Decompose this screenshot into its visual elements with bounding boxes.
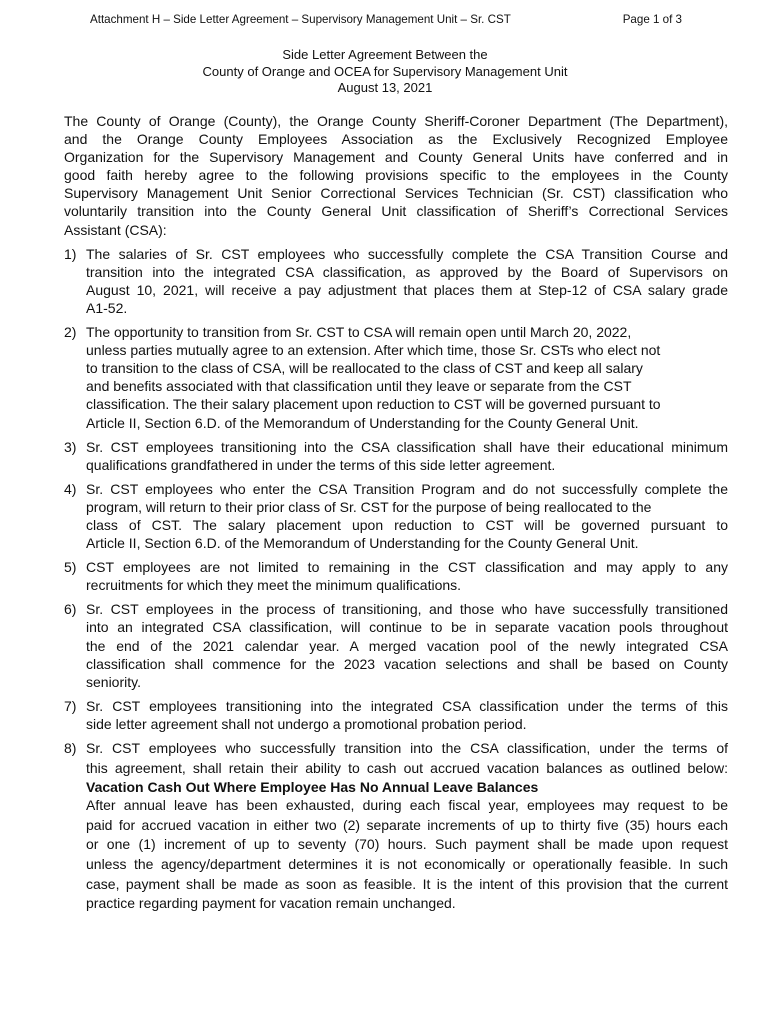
item-number: 4): [64, 480, 77, 497]
vacation-cashout-subheading: Vacation Cash Out Where Employee Has No Annual Leave Balances: [86, 779, 539, 796]
item-line: class of CST. The salary placement upon reduction to CST will be governed pursuant to: [86, 516, 728, 533]
document-body: [64, 112, 728, 920]
provision-item-3: [64, 438, 728, 474]
item-line: Sr. CST employees transitioning into the CSA classification shall have their educational minimum: [86, 438, 728, 455]
item-number: 3): [64, 438, 77, 455]
item-line: program, will return to their prior class of Sr. CST for the purpose of being reallocated to the: [86, 498, 652, 515]
intro-line: Supervisory Management Unit Senior Correctional Services Technician (Sr. CST) classification who: [64, 185, 728, 202]
item-line: Sr. CST employees who successfully transition into the CSA classification, under the terms of: [86, 740, 728, 756]
title-line-2: County of Orange and OCEA for Supervisory Management Unit: [202, 63, 568, 79]
provision-item-5: [64, 558, 728, 594]
item-line: After annual leave has been exhausted, during each fiscal year, employees may request to be: [86, 797, 728, 814]
item-line: practice regarding payment for vacation remain unchanged.: [86, 895, 456, 912]
page-number: Page 1 of 3: [622, 13, 682, 26]
provision-item-1: [64, 245, 728, 317]
intro-line: Assistant (CSA):: [64, 221, 167, 238]
item-line: side letter agreement shall not undergo a promotional probation period.: [86, 715, 527, 732]
provision-item-2: [64, 323, 728, 432]
item-line: or one (1) increment of up to seventy (70) hours. Such payment shall be made upon request: [86, 836, 728, 853]
item-number: 5): [64, 559, 77, 576]
provision-item-6: [64, 600, 728, 690]
item-number: 1): [64, 245, 77, 262]
provision-item-8: [64, 739, 728, 914]
intro-line: good faith hereby agree to the following provisions specific to the employees in the County: [64, 167, 728, 184]
item-line: Sr. CST employees transitioning into the integrated CSA classification under the terms of this: [86, 697, 728, 714]
item-line: into an integrated CSA classification, will continue to be in separate vacation pools throughout: [86, 619, 728, 636]
item-number: 2): [64, 324, 77, 341]
intro-line: and the Orange County Employees Association as the Exclusively Recognized Employee: [64, 131, 728, 148]
item-line: paid for accrued vacation in either two (2) separate increments of up to thirty five (35) hours each: [86, 816, 728, 833]
running-header-title: Attachment H – Side Letter Agreement – Supervisory Management Unit – Sr. CST: [90, 13, 511, 26]
agreement-date: August 13, 2021: [337, 80, 433, 95]
item-line: to transition to the class of CSA, will be reallocated to the class of CST and keep all salary: [86, 360, 643, 377]
item-line: Article II, Section 6.D. of the Memorandum of Understanding for the County General Unit.: [86, 414, 639, 431]
item-line: unless parties mutually agree to an extension. After which time, those Sr. CSTs who elect not: [86, 342, 661, 359]
intro-line: Organization for the Supervisory Management and County General Units have conferred and in: [64, 149, 728, 166]
item-line: unless the agency/department determines it is not economically or operationally feasible. In such: [86, 856, 728, 873]
item-line: Sr. CST employees in the process of transitioning, and those who have successfully transitioned: [86, 601, 728, 618]
intro-line: voluntarily transition into the County General Unit classification of Sheriff’s Correctional Services: [64, 203, 728, 220]
title-line-1: Side Letter Agreement Between the: [282, 47, 488, 62]
item-line: Article II, Section 6.D. of the Memorandum of Understanding for the County General Unit.: [86, 535, 639, 552]
item-line: Sr. CST employees who enter the CSA Transition Program and do not successfully complete the: [86, 480, 728, 497]
running-header: [90, 12, 682, 28]
provision-item-4: [64, 480, 728, 552]
provision-item-7: [64, 697, 728, 733]
item-line: transition into the integrated CSA classification, as approved by the Board of Supervisors on: [86, 263, 728, 280]
item-line: A1-52.: [86, 299, 128, 316]
item-line: The salaries of Sr. CST employees who successfully complete the CSA Transition Course and: [86, 245, 728, 262]
item-line: recruitments for which they meet the minimum qualifications.: [86, 577, 462, 594]
item-line: qualifications grandfathered in under the terms of this side letter agreement.: [86, 456, 556, 473]
item-number: 6): [64, 601, 77, 618]
item-line: case, payment shall be made as soon as feasible. It is the intent of this provision that the current: [86, 875, 728, 892]
item-line: The opportunity to transition from Sr. CST to CSA will remain open until March 20, 2022,: [86, 324, 632, 341]
item-line: CST employees are not limited to remaining in the CST classification and may apply to any: [86, 559, 728, 576]
item-line: the end of the 2021 calendar year. A merged vacation pool of the newly integrated CSA: [86, 637, 728, 654]
item-line: this agreement, shall retain their ability to cash out accrued vacation balances as outlined below:: [86, 759, 728, 776]
item-line: seniority.: [86, 673, 141, 690]
item-number: 7): [64, 697, 77, 714]
item-line: classification. The their salary placement upon reduction to CST will be governed pursuant to: [86, 396, 661, 413]
item-line: classification shall commence for the 2023 vacation selections and shall be based on County: [86, 655, 728, 672]
item-line: August 10, 2021, will receive a pay adjustment that places them at Step-12 of CSA salary grade: [86, 281, 728, 298]
item-line: and benefits associated with that classification until they leave or separate from the CST: [86, 378, 632, 395]
document-title-block: [0, 47, 770, 97]
intro-line: The County of Orange (County), the Orange County Sheriff-Coroner Department (The Department),: [64, 113, 728, 129]
item-number: 8): [64, 740, 77, 756]
intro-paragraph: [64, 112, 728, 239]
